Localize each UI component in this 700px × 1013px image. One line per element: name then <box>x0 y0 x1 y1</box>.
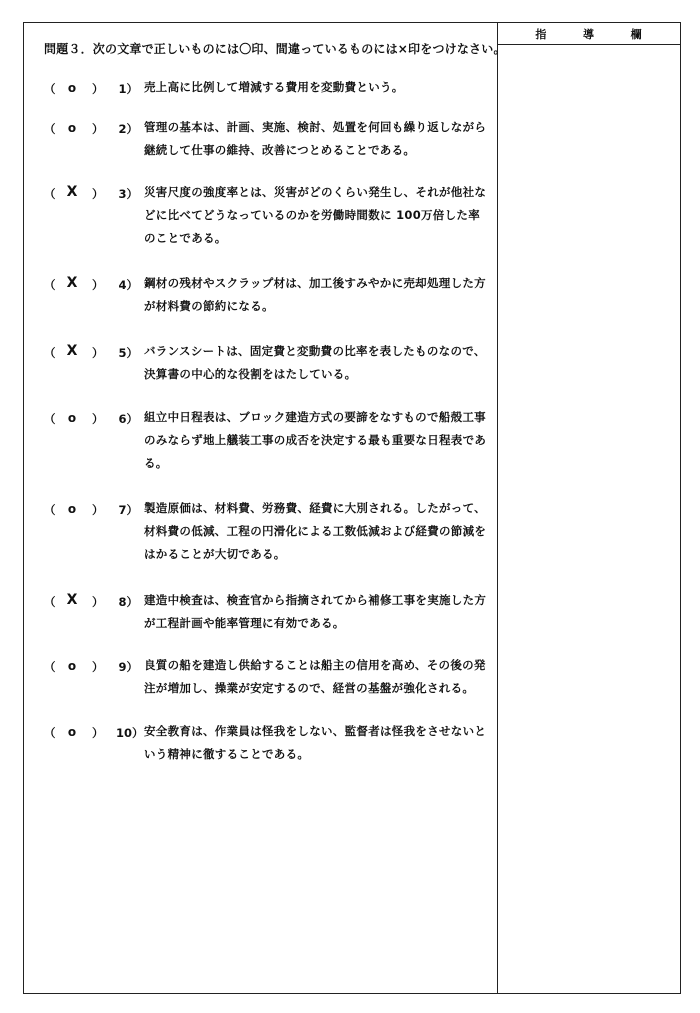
answer-mark: o <box>67 502 77 516</box>
paren-close: ） <box>92 726 104 740</box>
item-number: 1） <box>118 82 138 96</box>
answer-mark: o <box>67 121 77 135</box>
answer-mark: o <box>67 725 77 739</box>
paren-close: ） <box>92 660 104 674</box>
paren-open: （ <box>44 187 56 201</box>
paren-close: ） <box>92 278 104 292</box>
guidance-column-header <box>497 23 680 45</box>
paren-close: ） <box>92 595 104 609</box>
paren-close: ） <box>92 187 104 201</box>
answer-sheet-frame <box>23 22 681 994</box>
answer-mark: o <box>67 81 77 95</box>
guidance-header-char-1: 指 <box>535 27 547 41</box>
paren-open: （ <box>44 122 56 136</box>
question-title: 問題３．次の文章で正しいものには〇印、間違っているものには×印をつけなさい。 <box>44 42 506 56</box>
paren-close: ） <box>92 82 104 96</box>
item-text: 組立中日程表は、ブロック建造方式の要諦をなすもので船殻工事のみならず地上艤装工事の成否を決定する最も重要な日程表である。 <box>144 410 487 470</box>
paren-close: ） <box>92 503 104 517</box>
answer-mark: o <box>67 411 77 425</box>
answer-mark: X <box>66 592 78 608</box>
item-text: 災害尺度の強度率とは、災害がどのくらい発生し、それが他社などに比べてどうなっているのかを労働時間数に 100万倍した率のことである。 <box>144 185 487 245</box>
item-number: 2） <box>118 122 138 136</box>
guidance-header-char-2: 導 <box>582 27 594 41</box>
item-number: 6） <box>118 412 138 426</box>
item-text: 良質の船を建造し供給することは船主の信用を高め、その後の発注が増加し、操業が安定するので、経営の基盤が強化される。 <box>144 658 486 695</box>
item-number: 8） <box>118 595 138 609</box>
answer-mark: X <box>66 184 78 200</box>
answer-mark: X <box>66 275 78 291</box>
paren-close: ） <box>92 346 104 360</box>
paren-open: （ <box>44 346 56 360</box>
item-text: 建造中検査は、検査官から指摘されてから補修工事を実施した方が工程計画や能率管理に有効である。 <box>144 593 487 630</box>
item-number: 10） <box>116 726 144 740</box>
paren-open: （ <box>44 595 56 609</box>
answer-mark: X <box>66 343 78 359</box>
guidance-header-char-3: 欄 <box>630 27 642 41</box>
item-number: 3） <box>118 187 138 201</box>
paren-open: （ <box>44 412 56 426</box>
item-number: 9） <box>118 660 138 674</box>
column-divider <box>497 23 498 993</box>
item-text: 製造原価は、材料費、労務費、経費に大別される。したがって、材料費の低減、工程の円滑化による工数低減および経費の節減をはかることが大切である。 <box>144 501 487 561</box>
paren-close: ） <box>92 122 104 136</box>
paren-close: ） <box>92 412 104 426</box>
item-text: 売上高に比例して増減する費用を変動費という。 <box>144 80 404 94</box>
item-number: 4） <box>118 278 138 292</box>
paren-open: （ <box>44 660 56 674</box>
paren-open: （ <box>44 82 56 96</box>
item-number: 5） <box>118 346 138 360</box>
item-text: 安全教育は、作業員は怪我をしない、監督者は怪我をさせないという精神に徹することである。 <box>144 724 487 761</box>
answer-mark: o <box>67 659 77 673</box>
paren-open: （ <box>44 278 56 292</box>
paren-open: （ <box>44 503 56 517</box>
item-text: 管理の基本は、計画、実施、検討、処置を何回も繰り返しながら継続して仕事の維持、改善につとめることである。 <box>144 120 487 157</box>
item-text: 鋼材の残材やスクラップ材は、加工後すみやかに売却処理した方が材料費の節約になる。 <box>144 276 486 313</box>
paren-open: （ <box>44 726 56 740</box>
item-number: 7） <box>118 503 138 517</box>
item-text: バランスシートは、固定費と変動費の比率を表したものなので、決算書の中心的な役割をはたしている。 <box>144 344 486 381</box>
